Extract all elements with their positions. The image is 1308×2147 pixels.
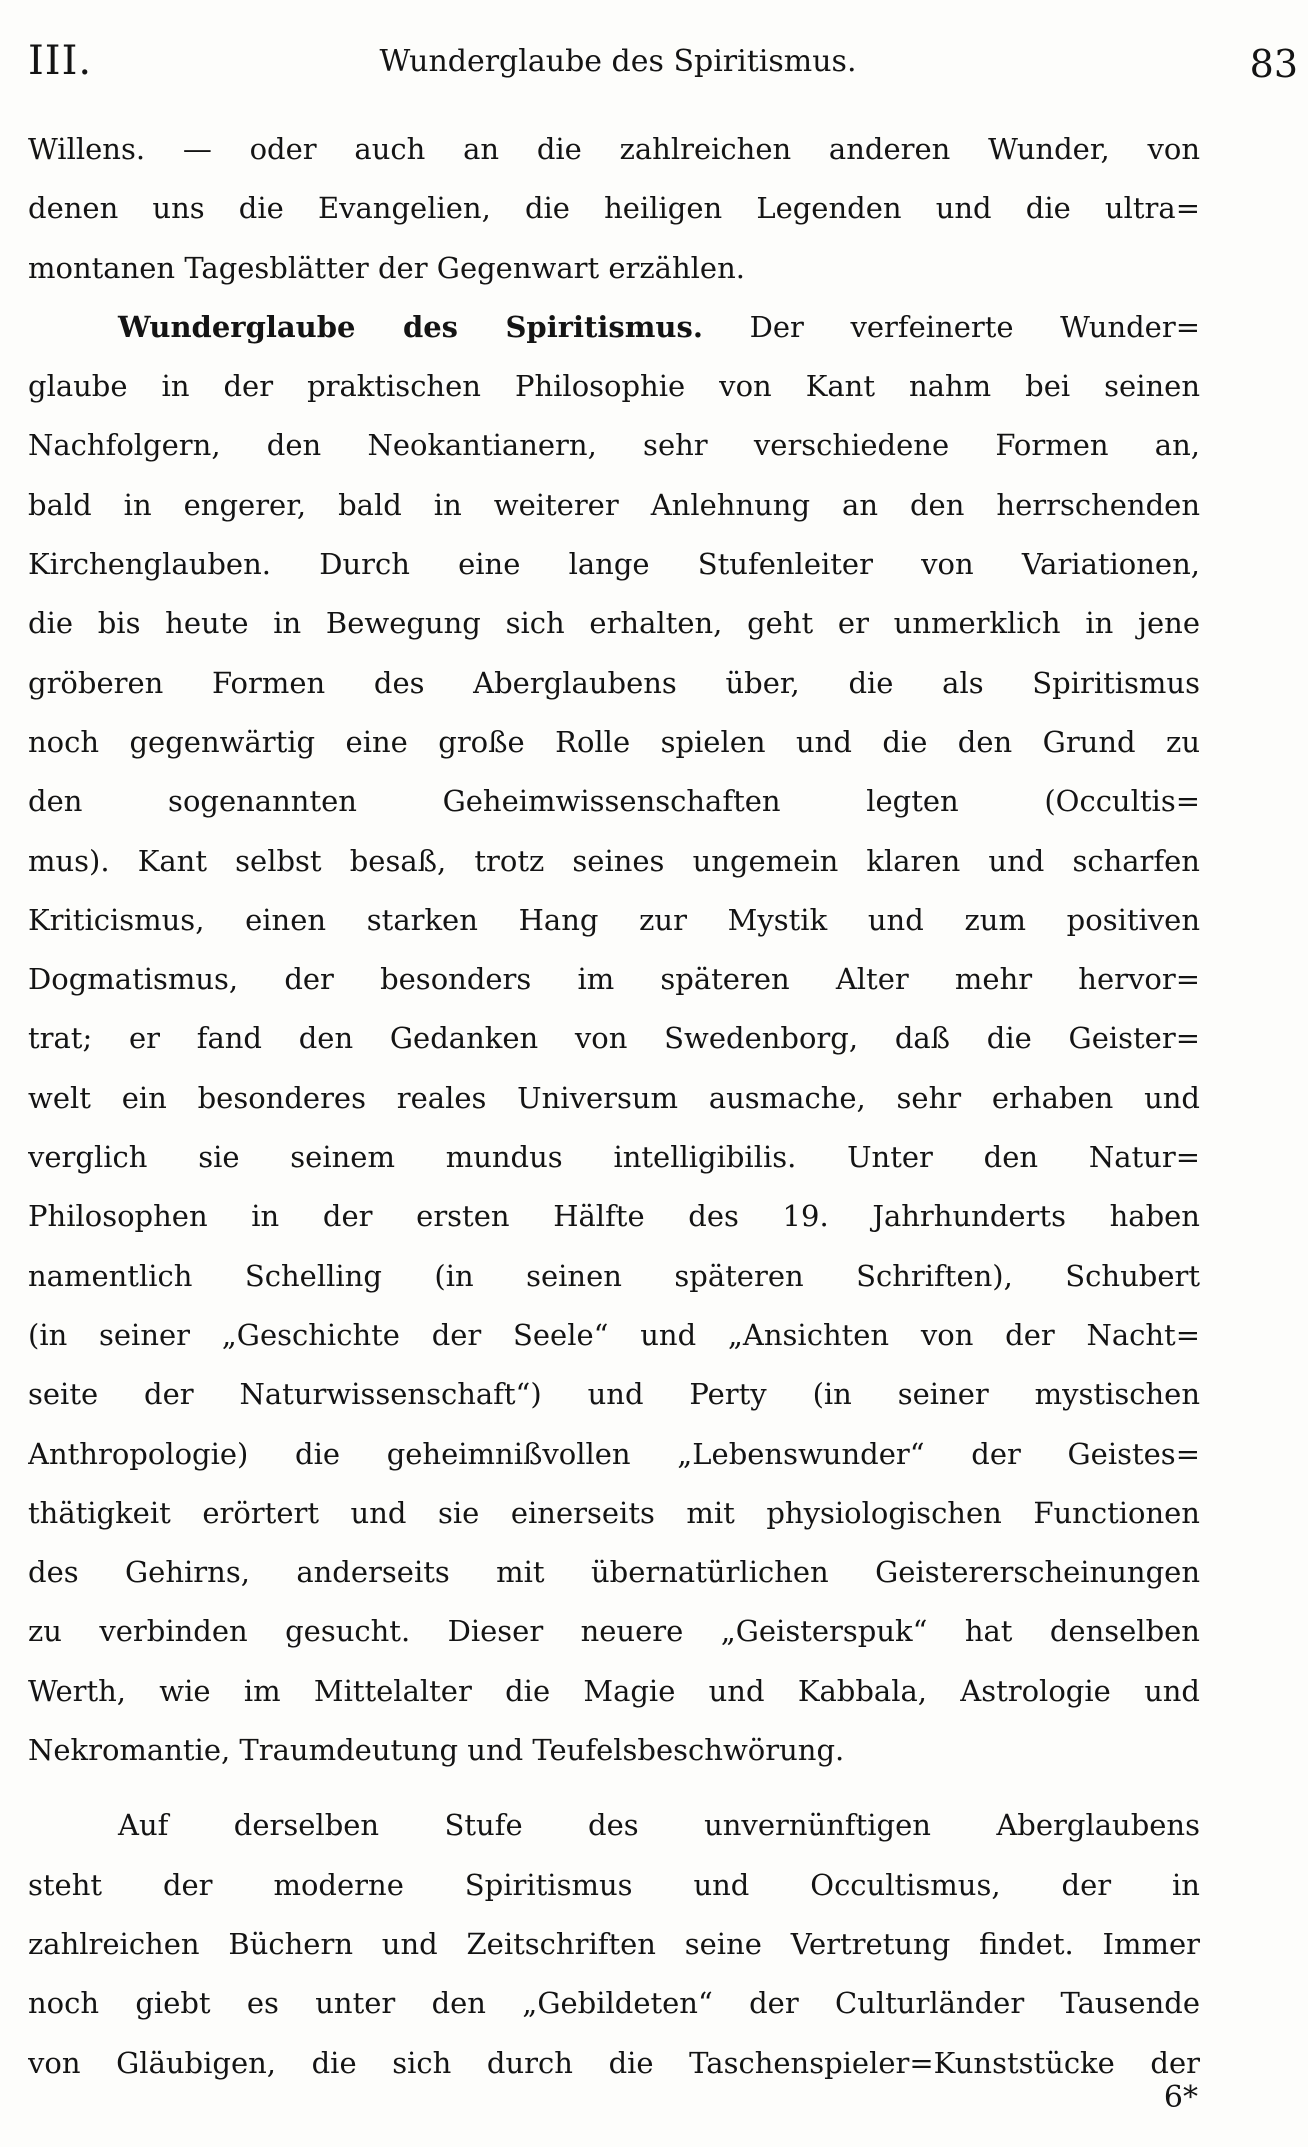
text-line: montanen Tagesblätter der Gegenwart erzählen.: [28, 250, 745, 285]
chapter-number: III.: [28, 38, 93, 84]
text-line: zu verbinden gesucht. Dieser neuere „Geisterspuk“ hat denselben: [28, 1614, 1200, 1649]
page-number: 83: [1249, 42, 1298, 86]
section-first-line: [28, 298, 1200, 357]
text-line: Nachfolgern, den Neokantianern, sehr verschiedene Formen an,: [28, 428, 1200, 463]
text-line: steht der moderne Spiritismus und Occultismus, der in: [28, 1867, 1200, 1902]
text-line: Kriticismus, einen starken Hang zur Mystik und zum positiven: [28, 902, 1200, 937]
section-first-line-text: Der verfeinerte Wunder=: [749, 309, 1200, 344]
running-title: Wunderglaube des Spiritismus.: [379, 44, 857, 79]
running-header: [28, 38, 1298, 98]
text-line: bald in engerer, bald in weiterer Anlehnung an den herrschenden: [28, 487, 1200, 522]
paragraph-gap: [28, 1780, 1200, 1796]
text-line: Auf derselben Stufe des unvernünftigen Aberglaubens: [118, 1808, 1200, 1843]
text-line: Willens. — oder auch an die zahlreichen anderen Wunder, von: [28, 132, 1200, 166]
text-line: den sogenannten Geheimwissenschaften legten (Occultis=: [28, 784, 1200, 819]
text-line: des Gehirns, anderseits mit übernatürlichen Geistererscheinungen: [28, 1555, 1200, 1590]
text-line: glaube in der praktischen Philosophie von Kant nahm bei seinen: [28, 369, 1200, 404]
text-line: von Gläubigen, die sich durch die Taschenspieler=Kunststücke der: [28, 2045, 1200, 2080]
text-line: trat; er fand den Gedanken von Swedenborg, daß die Geister=: [28, 1021, 1200, 1056]
text-line: Nekromantie, Traumdeutung und Teufelsbeschwörung.: [28, 1733, 845, 1768]
text-line: welt ein besonderes reales Universum ausmache, sehr erhaben und: [28, 1080, 1200, 1115]
section-heading: Wunderglaube des Spiritismus.: [118, 309, 703, 344]
text-line: noch gegenwärtig eine große Rolle spielen und die den Grund zu: [28, 724, 1200, 759]
text-line: Anthropologie) die geheimnißvollen „Lebenswunder“ der Geistes=: [28, 1436, 1200, 1471]
text-line: (in seiner „Geschichte der Seele“ und „Ansichten von der Nacht=: [28, 1317, 1200, 1352]
text-line: die bis heute in Bewegung sich erhalten, geht er unmerklich in jene: [28, 606, 1200, 641]
text-line: Philosophen in der ersten Hälfte des 19. Jahrhunderts haben: [28, 1199, 1200, 1234]
signature-mark: 6*: [1163, 2080, 1198, 2115]
text-line: Werth, wie im Mittelalter die Magie und Kabbala, Astrologie und: [28, 1673, 1200, 1708]
text-line: denen uns die Evangelien, die heiligen Legenden und die ultra=: [28, 191, 1200, 226]
text-line: verglich sie seinem mundus intelligibilis. Unter den Natur=: [28, 1140, 1200, 1175]
text-line: Dogmatismus, der besonders im späteren Alter mehr hervor=: [28, 962, 1200, 997]
text-line: Kirchenglauben. Durch eine lange Stufenleiter von Variationen,: [28, 547, 1200, 582]
text-line: thätigkeit erörtert und sie einerseits mit physiologischen Functionen: [28, 1495, 1200, 1530]
text-line: seite der Naturwissenschaft“) und Perty (in seiner mystischen: [28, 1377, 1200, 1412]
body-text: [28, 120, 1200, 2093]
text-line: gröberen Formen des Aberglaubens über, die als Spiritismus: [28, 665, 1200, 700]
text-line: mus). Kant selbst besaß, trotz seines ungemein klaren und scharfen: [28, 843, 1200, 878]
text-line: namentlich Schelling (in seinen späteren Schriften), Schubert: [28, 1258, 1200, 1293]
text-line: zahlreichen Büchern und Zeitschriften seine Vertretung findet. Immer: [28, 1926, 1200, 1961]
text-line: noch giebt es unter den „Gebildeten“ der Culturländer Tausende: [28, 1986, 1200, 2021]
